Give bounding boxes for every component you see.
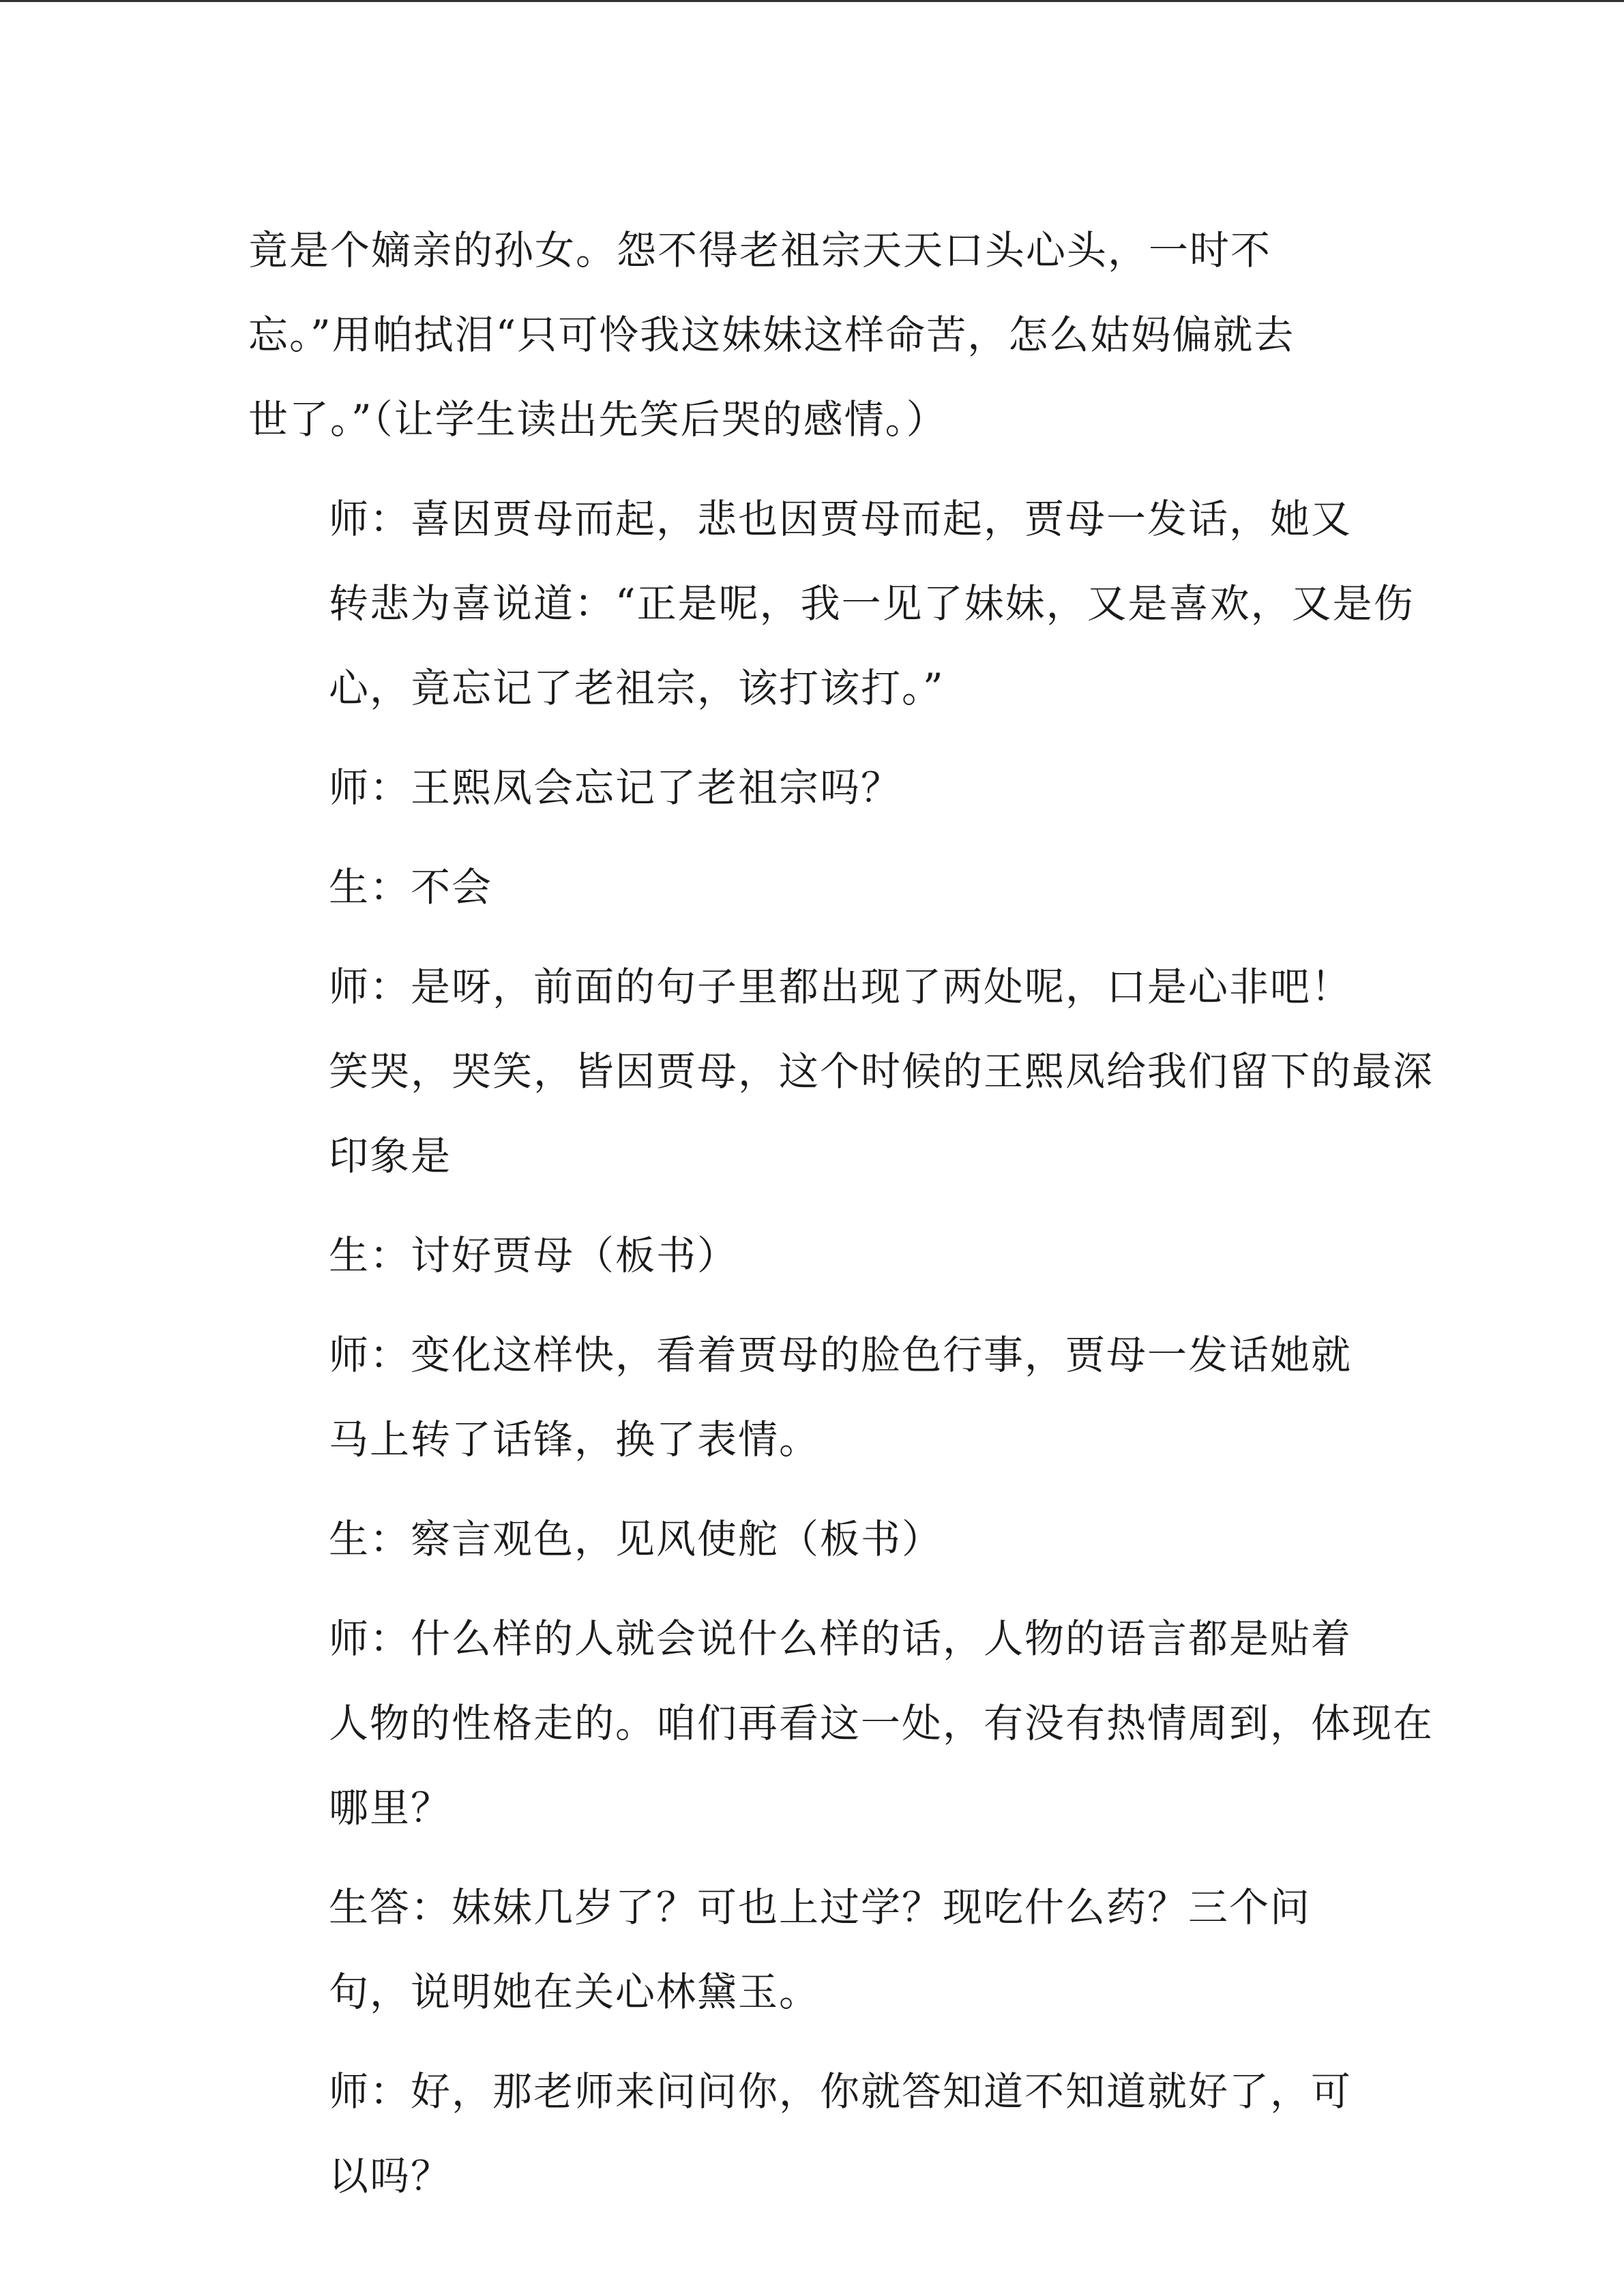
text-line: 生答：妹妹几岁了？可也上过学？现吃什么药？三个问	[329, 1884, 1312, 1930]
text-line: 竟是个嫡亲的孙女。怨不得老祖宗天天口头心头，一时不	[248, 227, 1272, 273]
text-line: 师：好，那老师来问问你，你就答知道不知道就好了，可	[329, 2068, 1353, 2115]
text-line: 师：什么样的人就会说什么样的话，人物的语言都是贴着	[329, 1615, 1353, 1662]
text-line: 师：是呀，前面的句子里都出现了两处呢，口是心非吧！	[329, 964, 1353, 1010]
paragraph	[248, 745, 1353, 830]
text-line: 心，竟忘记了老祖宗，该打该打。”	[329, 665, 945, 711]
text-line: 笑哭，哭笑，皆因贾母，这个时候的王熙凤给我们留下的最深	[329, 1048, 1434, 1094]
text-line: 师：喜因贾母而起，悲也因贾母而起，贾母一发话，她又	[329, 496, 1353, 542]
text-line: 生：不会	[329, 864, 493, 910]
paragraph	[248, 1313, 1353, 1482]
text-line: 生：察言观色，见风使舵（板书）	[329, 1516, 943, 1562]
paragraph	[248, 1213, 1353, 1298]
document-body	[248, 208, 1434, 2233]
text-line: 哪里？	[329, 1785, 452, 1831]
paragraph	[248, 477, 1415, 730]
text-line: 师：王熙凤会忘记了老祖宗吗？	[329, 764, 902, 811]
paragraph	[248, 2049, 1353, 2218]
text-line: 世了。”（让学生读出先笑后哭的感情。）	[248, 396, 947, 443]
text-line: 以吗？	[329, 2153, 452, 2199]
paragraph	[248, 944, 1434, 1198]
text-line: 句，说明她在关心林黛玉。	[329, 1969, 821, 2015]
paragraph	[248, 1497, 1353, 1581]
text-line: 转悲为喜说道：“正是呢，我一见了妹妹，又是喜欢，又是伤	[329, 580, 1415, 627]
text-line: 印象是	[329, 1133, 452, 1179]
text-line: 生：讨好贾母（板书）	[329, 1232, 739, 1279]
text-line: 马上转了话锋，换了表情。	[329, 1416, 821, 1463]
paragraph	[248, 1865, 1353, 2034]
text-line: 师：变化这样快，看着贾母的脸色行事，贾母一发话她就	[329, 1332, 1353, 1378]
text-line: 忘。”用帕拭泪“只可怜我这妹妹这样命苦，怎么姑妈偏就去	[248, 312, 1295, 358]
paragraph	[248, 208, 1353, 462]
text-line: 人物的性格走的。咱们再看这一处，有没有热情周到，体现在	[329, 1700, 1434, 1746]
page-top-border	[0, 0, 1624, 2]
paragraph	[248, 1596, 1434, 1850]
paragraph	[248, 845, 1353, 929]
